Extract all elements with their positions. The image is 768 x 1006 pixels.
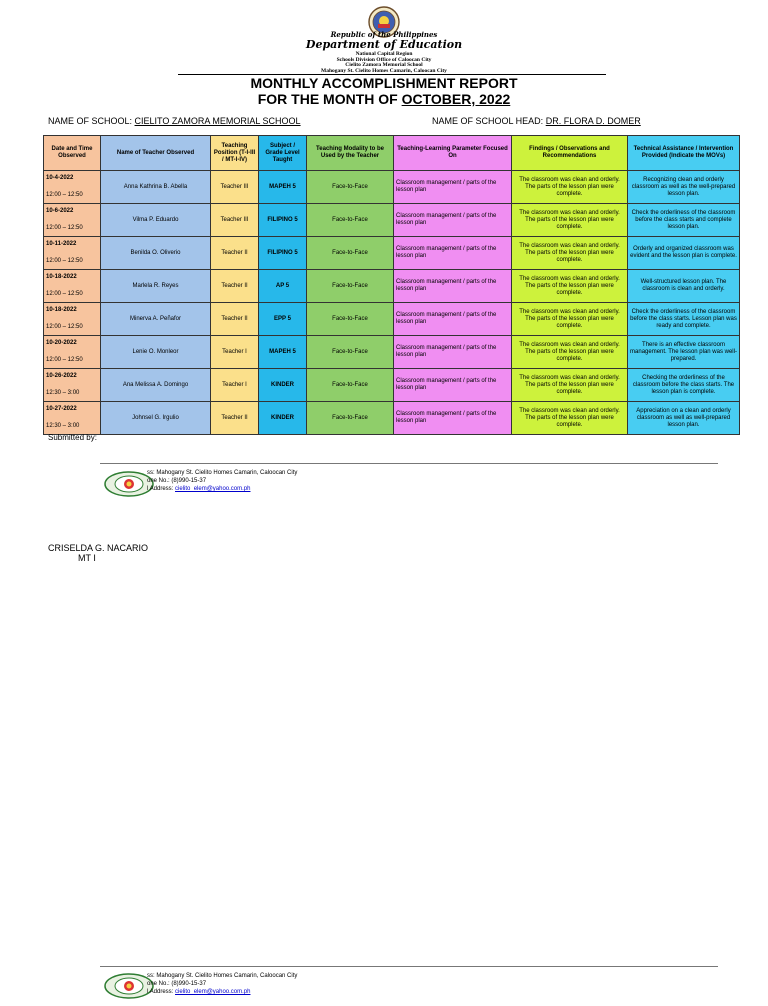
cell-findings: The classroom was clean and orderly. The parts of the lesson plan were complete.	[512, 237, 628, 270]
cell-subject: MAPEH 5	[259, 171, 307, 204]
cell-date-time	[44, 204, 101, 237]
cell-subject: KINDER	[259, 402, 307, 435]
cell-modality: Face-to-Face	[307, 369, 394, 402]
cell-findings: The classroom was clean and orderly. The parts of the lesson plan were complete.	[512, 303, 628, 336]
cell-date-time	[44, 336, 101, 369]
cell-date: 10-18-2022	[46, 307, 77, 313]
cell-date-time	[44, 402, 101, 435]
cell-teacher: Ana Melissa A. Domingo	[101, 369, 211, 402]
cell-teacher: Vilma P. Eduardo	[101, 204, 211, 237]
footer-phone: one No.: (8)990-15-37	[147, 981, 207, 987]
table-row	[44, 336, 740, 369]
cell-date-time	[44, 270, 101, 303]
table-row	[44, 303, 740, 336]
cell-findings: The classroom was clean and orderly. The parts of the lesson plan were complete.	[512, 171, 628, 204]
cell-teacher: Benilda O. Oliverio	[101, 237, 211, 270]
cell-parameter: Classroom management / parts of the lesson plan	[394, 237, 512, 270]
cell-date: 10-6-2022	[46, 208, 74, 214]
cell-modality: Face-to-Face	[307, 237, 394, 270]
cell-parameter: Classroom management / parts of the lesson plan	[394, 270, 512, 303]
report-title: MONTHLY ACCOMPLISHMENT REPORT	[250, 75, 518, 91]
footer-contact	[147, 972, 297, 996]
cell-assistance: Check the orderliness of the classroom before the class starts. Lesson plan was ready and complete.	[628, 303, 740, 336]
cell-modality: Face-to-Face	[307, 270, 394, 303]
cell-findings: The classroom was clean and orderly. The parts of the lesson plan were complete.	[512, 369, 628, 402]
cell-date: 10-4-2022	[46, 175, 74, 181]
cell-position: Teacher I	[211, 336, 259, 369]
cell-date-time	[44, 171, 101, 204]
footer-contact	[147, 469, 297, 493]
header-date: Date and Time Observed	[44, 136, 101, 171]
footer-email-line	[147, 485, 297, 493]
letterhead-region: National Capital Region	[355, 51, 413, 57]
school-name-label: NAME OF SCHOOL:	[48, 116, 133, 126]
cell-date: 10-27-2022	[46, 406, 77, 412]
cell-modality: Face-to-Face	[307, 336, 394, 369]
footer-email-line	[147, 988, 297, 996]
cell-time: 12:30 – 3:00	[46, 390, 80, 396]
cell-position: Teacher III	[211, 204, 259, 237]
cell-assistance: Recognizing clean and orderly classroom as well as the well-prepared lesson plan.	[628, 171, 740, 204]
cell-teacher: Lenie O. Monleor	[101, 336, 211, 369]
header-modality: Teaching Modality to be Used by the Teacher	[307, 136, 394, 171]
cell-time: 12:30 – 3:00	[46, 423, 80, 429]
footer-address: ss: Mahogany St. Cielito Homes Camarin, Caloocan City	[147, 470, 298, 476]
cell-modality: Face-to-Face	[307, 402, 394, 435]
letterhead-address: Mahogany St. Cielito Homes Camarin, Caloocan City	[321, 68, 447, 74]
cell-parameter: Classroom management / parts of the lesson plan	[394, 336, 512, 369]
cell-subject: FILIPINO 5	[259, 204, 307, 237]
table-header-row	[44, 136, 740, 171]
footer-divider	[100, 966, 718, 967]
cell-modality: Face-to-Face	[307, 303, 394, 336]
cell-findings: The classroom was clean and orderly. The parts of the lesson plan were complete.	[512, 336, 628, 369]
cell-time: 12:00 – 12:50	[46, 291, 83, 297]
cell-assistance: Checking the orderliness of the classroom before the class starts. The lesson plan is complete.	[628, 369, 740, 402]
cell-assistance: Well-structured lesson plan. The classroom is clean and orderly.	[628, 270, 740, 303]
cell-position: Teacher II	[211, 402, 259, 435]
cell-date: 10-20-2022	[46, 340, 77, 346]
cell-date: 10-18-2022	[46, 274, 77, 280]
cell-assistance: There is an effective classroom management. The lesson plan was well-prepared.	[628, 336, 740, 369]
cell-parameter: Classroom management / parts of the lesson plan	[394, 402, 512, 435]
cell-assistance: Appreciation on a clean and orderly classroom as well as well-prepared lesson plan.	[628, 402, 740, 435]
cell-teacher: Anna Kathrina B. Abella	[101, 171, 211, 204]
cell-teacher: Johnsel G. Irgulio	[101, 402, 211, 435]
cell-time: 12:00 – 12:50	[46, 225, 83, 231]
header-teacher: Name of Teacher Observed	[101, 136, 211, 171]
cell-time: 12:00 – 12:50	[46, 192, 83, 198]
report-month-value: OCTOBER, 2022	[401, 91, 511, 107]
footer-email-prefix: l Address:	[147, 989, 176, 995]
cell-findings: The classroom was clean and orderly. The parts of the lesson plan were complete.	[512, 402, 628, 435]
table-row	[44, 369, 740, 402]
cell-time: 12:00 – 12:50	[46, 258, 83, 264]
cell-time: 12:00 – 12:50	[46, 357, 83, 363]
cell-assistance: Check the orderliness of the classroom before the class starts and complete lesson plan.	[628, 204, 740, 237]
cell-findings: The classroom was clean and orderly. The parts of the lesson plan were complete.	[512, 270, 628, 303]
signer-name: CRISELDA G. NACARIO	[48, 543, 149, 553]
cell-parameter: Classroom management / parts of the lesson plan	[394, 369, 512, 402]
footer-phone: one No.: (8)990-15-37	[147, 478, 207, 484]
cell-subject: KINDER	[259, 369, 307, 402]
letterhead-republic: Republic of the Philippines	[330, 30, 438, 39]
cell-subject: EPP 5	[259, 303, 307, 336]
table-row	[44, 270, 740, 303]
school-name-line	[48, 116, 301, 126]
table-row	[44, 402, 740, 435]
letterhead-division: Schools Division Office of Caloocan City	[336, 57, 432, 63]
footer-email-link[interactable]: cielito_elem@yahoo.com.ph	[175, 989, 251, 995]
cell-position: Teacher II	[211, 270, 259, 303]
cell-date: 10-11-2022	[46, 241, 77, 247]
cell-modality: Face-to-Face	[307, 204, 394, 237]
report-month-prefix: FOR THE MONTH OF	[257, 91, 402, 107]
footer-email-prefix: l Address:	[147, 486, 176, 492]
cell-subject: MAPEH 5	[259, 336, 307, 369]
footer-address: ss: Mahogany St. Cielito Homes Camarin, Caloocan City	[147, 973, 298, 979]
header-position: Teaching Position (T-I-III / MT-I-IV)	[211, 136, 259, 171]
table-row	[44, 237, 740, 270]
cell-date-time	[44, 303, 101, 336]
school-head-value: DR. FLORA D. DOMER	[545, 116, 641, 126]
footer-divider	[100, 463, 718, 464]
cell-teacher: Minerva A. Peñafor	[101, 303, 211, 336]
cell-subject: FILIPINO 5	[259, 237, 307, 270]
school-head-label: NAME OF SCHOOL HEAD:	[432, 116, 544, 126]
cell-position: Teacher III	[211, 171, 259, 204]
cell-parameter: Classroom management / parts of the lesson plan	[394, 303, 512, 336]
letterhead-department: Department of Education	[305, 38, 463, 51]
cell-time: 12:00 – 12:50	[46, 324, 83, 330]
cell-date: 10-26-2022	[46, 373, 77, 379]
signer-block	[48, 543, 148, 563]
header-findings: Findings / Observations and Recommendations	[512, 136, 628, 171]
cell-parameter: Classroom management / parts of the lesson plan	[394, 204, 512, 237]
table-row	[44, 171, 740, 204]
cell-parameter: Classroom management / parts of the lesson plan	[394, 171, 512, 204]
cell-date-time	[44, 369, 101, 402]
report-month	[0, 91, 768, 107]
submitted-by-label: Submitted by:	[48, 433, 97, 442]
school-head-line	[432, 116, 641, 126]
cell-position: Teacher II	[211, 237, 259, 270]
letterhead-school: Cielito Zamora Memorial School	[345, 62, 423, 68]
table-row	[44, 204, 740, 237]
cell-findings: The classroom was clean and orderly. The parts of the lesson plan were complete.	[512, 204, 628, 237]
signer-position: MT I	[78, 553, 96, 563]
accomplishment-table	[43, 135, 740, 435]
cell-position: Teacher II	[211, 303, 259, 336]
cell-subject: AP 5	[259, 270, 307, 303]
footer-email-link[interactable]: cielito_elem@yahoo.com.ph	[175, 486, 251, 492]
cell-date-time	[44, 237, 101, 270]
header-assistance: Technical Assistance / Intervention Provided (Indicate the MOVs)	[628, 136, 740, 171]
cell-assistance: Orderly and organized classroom was evident and the lesson plan is complete.	[628, 237, 740, 270]
cell-position: Teacher I	[211, 369, 259, 402]
header-parameter: Teaching-Learning Parameter Focused On	[394, 136, 512, 171]
cell-teacher: Marlela R. Reyes	[101, 270, 211, 303]
header-subject: Subject / Grade Level Taught	[259, 136, 307, 171]
cell-modality: Face-to-Face	[307, 171, 394, 204]
school-name-value: CIELITO ZAMORA MEMORIAL SCHOOL	[134, 116, 301, 126]
